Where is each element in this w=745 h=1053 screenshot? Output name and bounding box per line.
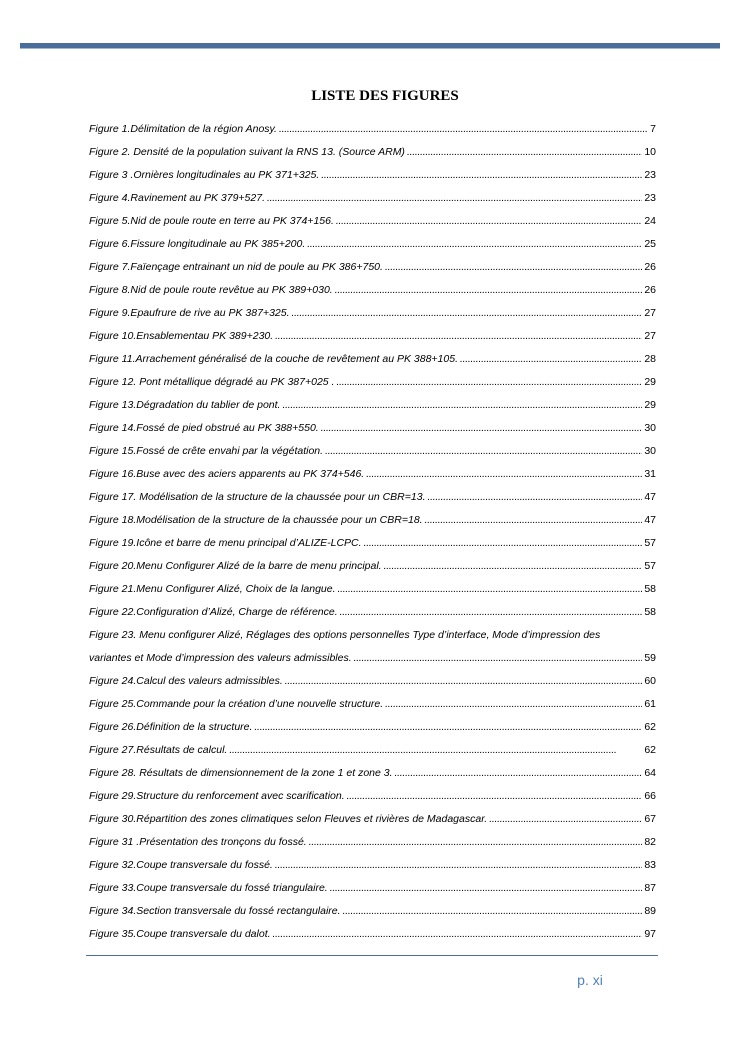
figure-entry-page: 7 [650,123,656,135]
figure-entry-page: 31 [644,468,656,480]
figure-entry[interactable] [89,113,656,136]
dot-leader [292,306,643,320]
dot-leader [267,191,642,205]
figure-entry[interactable] [89,228,656,251]
figure-entry-label: Figure 17. Modélisation de la structure de la chaussée pour un CBR=13. [89,491,426,503]
figure-entry[interactable] [89,895,656,918]
figure-entry-label: Figure 12. Pont métallique dégradé au PK 387+025 . [89,376,335,388]
figure-entry-label: Figure 26.Définition de la structure. [89,721,253,733]
figure-entry[interactable] [89,619,656,642]
figure-entry-page: 47 [644,514,656,526]
figure-entry-page: 23 [644,169,656,181]
figure-entry-label: variantes et Mode d’impression des valeurs admissibles. [89,652,352,664]
figure-entry-label: Figure 4.Ravinement au PK 379+527. [89,192,265,204]
figure-entry-page: 57 [644,537,656,549]
figure-entry[interactable] [89,803,656,826]
dot-leader [321,421,643,435]
figure-entry-page: 26 [644,261,656,273]
figure-entry[interactable] [89,665,656,688]
figure-entry-label: Figure 3 .Ornières longitudinales au PK 371+325. [89,169,320,181]
figure-entry-page: 97 [644,928,656,940]
figure-entry-page: 83 [644,859,656,871]
dot-leader [275,329,642,343]
page-title: LISTE DES FIGURES [311,88,459,104]
dot-leader [343,904,643,918]
figure-entry-page: 82 [644,836,656,848]
figure-entry-page: 30 [644,422,656,434]
figure-entry-page: 26 [644,284,656,296]
figure-entry[interactable] [89,412,656,435]
dot-leader [460,352,642,366]
figure-entry-label: Figure 11.Arrachement généralisé de la couche de revêtement au PK 388+105. [89,353,458,365]
figure-entry-page: 10 [644,146,656,158]
dot-leader [273,927,643,941]
figure-entry-label: Figure 9.Epaufrure de rive au PK 387+325. [89,307,290,319]
figure-entry-page: 28 [644,353,656,365]
figure-entry-label: Figure 33.Coupe transversale du fossé triangulaire. [89,882,328,894]
figure-entry[interactable] [89,642,656,665]
dot-leader [307,237,642,251]
figure-entry-label: Figure 30.Répartition des zones climatiques selon Fleuves et rivières de Madagascar. [89,813,488,825]
figure-entry-page: 27 [644,330,656,342]
dot-leader [338,582,643,596]
figure-entry[interactable] [89,527,656,550]
dot-leader [489,812,642,826]
figure-entry-label: Figure 18.Modélisation de la structure de la chaussée pour un CBR=18. [89,514,423,526]
figure-entry[interactable] [89,182,656,205]
figure-entry-label: Figure 28. Résultats de dimensionnement de la zone 1 et zone 3. [89,767,393,779]
figure-entry[interactable] [89,550,656,573]
dot-leader [347,789,643,803]
figure-entry-page: 62 [644,744,656,756]
figure-entry[interactable] [89,757,656,780]
dot-leader [354,651,643,665]
dot-leader [279,122,648,136]
figure-entry-page: 89 [644,905,656,917]
dot-leader [330,881,643,895]
figure-entry-page: 67 [644,813,656,825]
dot-leader [336,375,642,389]
figure-entry-label: Figure 23. Menu configurer Alizé, Réglages des options personnelles Type d’interface, Mode d’impression des [89,629,601,641]
figure-entry[interactable] [89,734,656,757]
figure-entry-label: Figure 32.Coupe transversale du fossé. [89,859,273,871]
figure-entry-page: 64 [644,767,656,779]
figure-entry-page: 59 [644,652,656,664]
dot-leader [384,559,643,573]
dot-leader [336,214,642,228]
dot-leader [282,398,642,412]
figure-entry-page: 23 [644,192,656,204]
figure-entry-page: 30 [644,445,656,457]
figure-entry-page: 66 [644,790,656,802]
figure-entry-label: Figure 15.Fossé de crête envahi par la végétation. [89,445,324,457]
figure-entry[interactable] [89,849,656,872]
figure-entry[interactable] [89,596,656,619]
figure-entry[interactable] [89,297,656,320]
figure-entry-label: Figure 22.Configuration d’Alizé, Charge de référence. [89,606,338,618]
figure-entry-page: 29 [644,399,656,411]
figure-entry-label: Figure 27.Résultats de calcul. [89,744,228,756]
dot-leader [229,743,642,757]
figure-entry-label: Figure 13.Dégradation du tablier de pont. [89,399,281,411]
dot-leader [407,145,642,159]
dot-leader [285,674,643,688]
figure-entry[interactable] [89,711,656,734]
header-rule [20,43,720,49]
page-number: p. xi [577,972,603,988]
figure-entry[interactable] [89,205,656,228]
figure-entry-page: 58 [644,583,656,595]
dot-leader [385,697,642,711]
figure-entry[interactable] [89,435,656,458]
figure-entry-label: Figure 7.Faïençage entrainant un nid de poule au PK 386+750. [89,261,383,273]
figure-list [89,113,656,941]
figure-entry-label: Figure 35.Coupe transversale du dalot. [89,928,271,940]
figure-entry[interactable] [89,136,656,159]
figure-entry[interactable] [89,343,656,366]
figure-entry[interactable] [89,504,656,527]
dot-leader [340,605,643,619]
dot-leader [425,513,643,527]
figure-entry-label: Figure 10.Ensablementau PK 389+230. [89,330,274,342]
figure-entry[interactable] [89,389,656,412]
dot-leader [275,858,642,872]
figure-entry-label: Figure 5.Nid de poule route en terre au PK 374+156. [89,215,334,227]
figure-entry-label: Figure 25.Commande pour la création d’une nouvelle structure. [89,698,384,710]
figure-entry[interactable] [89,251,656,274]
figure-entry[interactable] [89,826,656,849]
figure-entry-label: Figure 16.Buse avec des aciers apparents au PK 374+546. [89,468,365,480]
footer-rule [86,955,658,956]
dot-leader [309,835,643,849]
figure-entry-page: 87 [644,882,656,894]
figure-entry-label: Figure 19.Icône et barre de menu principal d’ALIZE-LCPC. [89,537,362,549]
figure-entry[interactable] [89,481,656,504]
figure-entry-label: Figure 6.Fissure longitudinale au PK 385+200. [89,238,306,250]
figure-entry-page: 61 [644,698,656,710]
figure-entry-label: Figure 31 .Présentation des tronçons du fossé. [89,836,307,848]
figure-entry-page: 24 [644,215,656,227]
figure-entry[interactable] [89,159,656,182]
figure-entry-label: Figure 8.Nid de poule route revêtue au PK 389+030. [89,284,333,296]
dot-leader [428,490,643,504]
figure-entry-label: Figure 1.Délimitation de la région Anosy. [89,123,277,135]
figure-entry-label: Figure 14.Fossé de pied obstrué au PK 388+550. [89,422,319,434]
figure-entry-page: 62 [644,721,656,733]
figure-entry[interactable] [89,458,656,481]
figure-entry-label: Figure 34.Section transversale du fossé rectangulaire. [89,905,341,917]
dot-leader [395,766,643,780]
figure-entry-label: Figure 20.Menu Configurer Alizé de la barre de menu principal. [89,560,382,572]
dot-leader [335,283,643,297]
figure-entry-page: 57 [644,560,656,572]
figure-entry[interactable] [89,366,656,389]
dot-leader [325,444,642,458]
dot-leader [364,536,643,550]
figure-entry[interactable] [89,688,656,711]
figure-entry-page: 25 [644,238,656,250]
figure-entry[interactable] [89,274,656,297]
figure-entry-label: Figure 21.Menu Configurer Alizé, Choix de la langue. [89,583,336,595]
figure-entry-page: 60 [644,675,656,687]
dot-leader [321,168,642,182]
dot-leader [254,720,642,734]
figure-entry-page: 58 [644,606,656,618]
dot-leader [385,260,642,274]
figure-entry-page: 27 [644,307,656,319]
figure-entry[interactable] [89,780,656,803]
figure-entry[interactable] [89,872,656,895]
figure-entry-page: 29 [644,376,656,388]
figure-entry-label: Figure 24.Calcul des valeurs admissibles. [89,675,283,687]
figure-entry-label: Figure 29.Structure du renforcement avec scarification. [89,790,345,802]
figure-entry-page: 47 [644,491,656,503]
figure-entry[interactable] [89,918,656,941]
figure-entry[interactable] [89,573,656,596]
dot-leader [366,467,642,481]
figure-entry[interactable] [89,320,656,343]
figure-entry-label: Figure 2. Densité de la population suivant la RNS 13. (Source ARM) [89,146,405,158]
